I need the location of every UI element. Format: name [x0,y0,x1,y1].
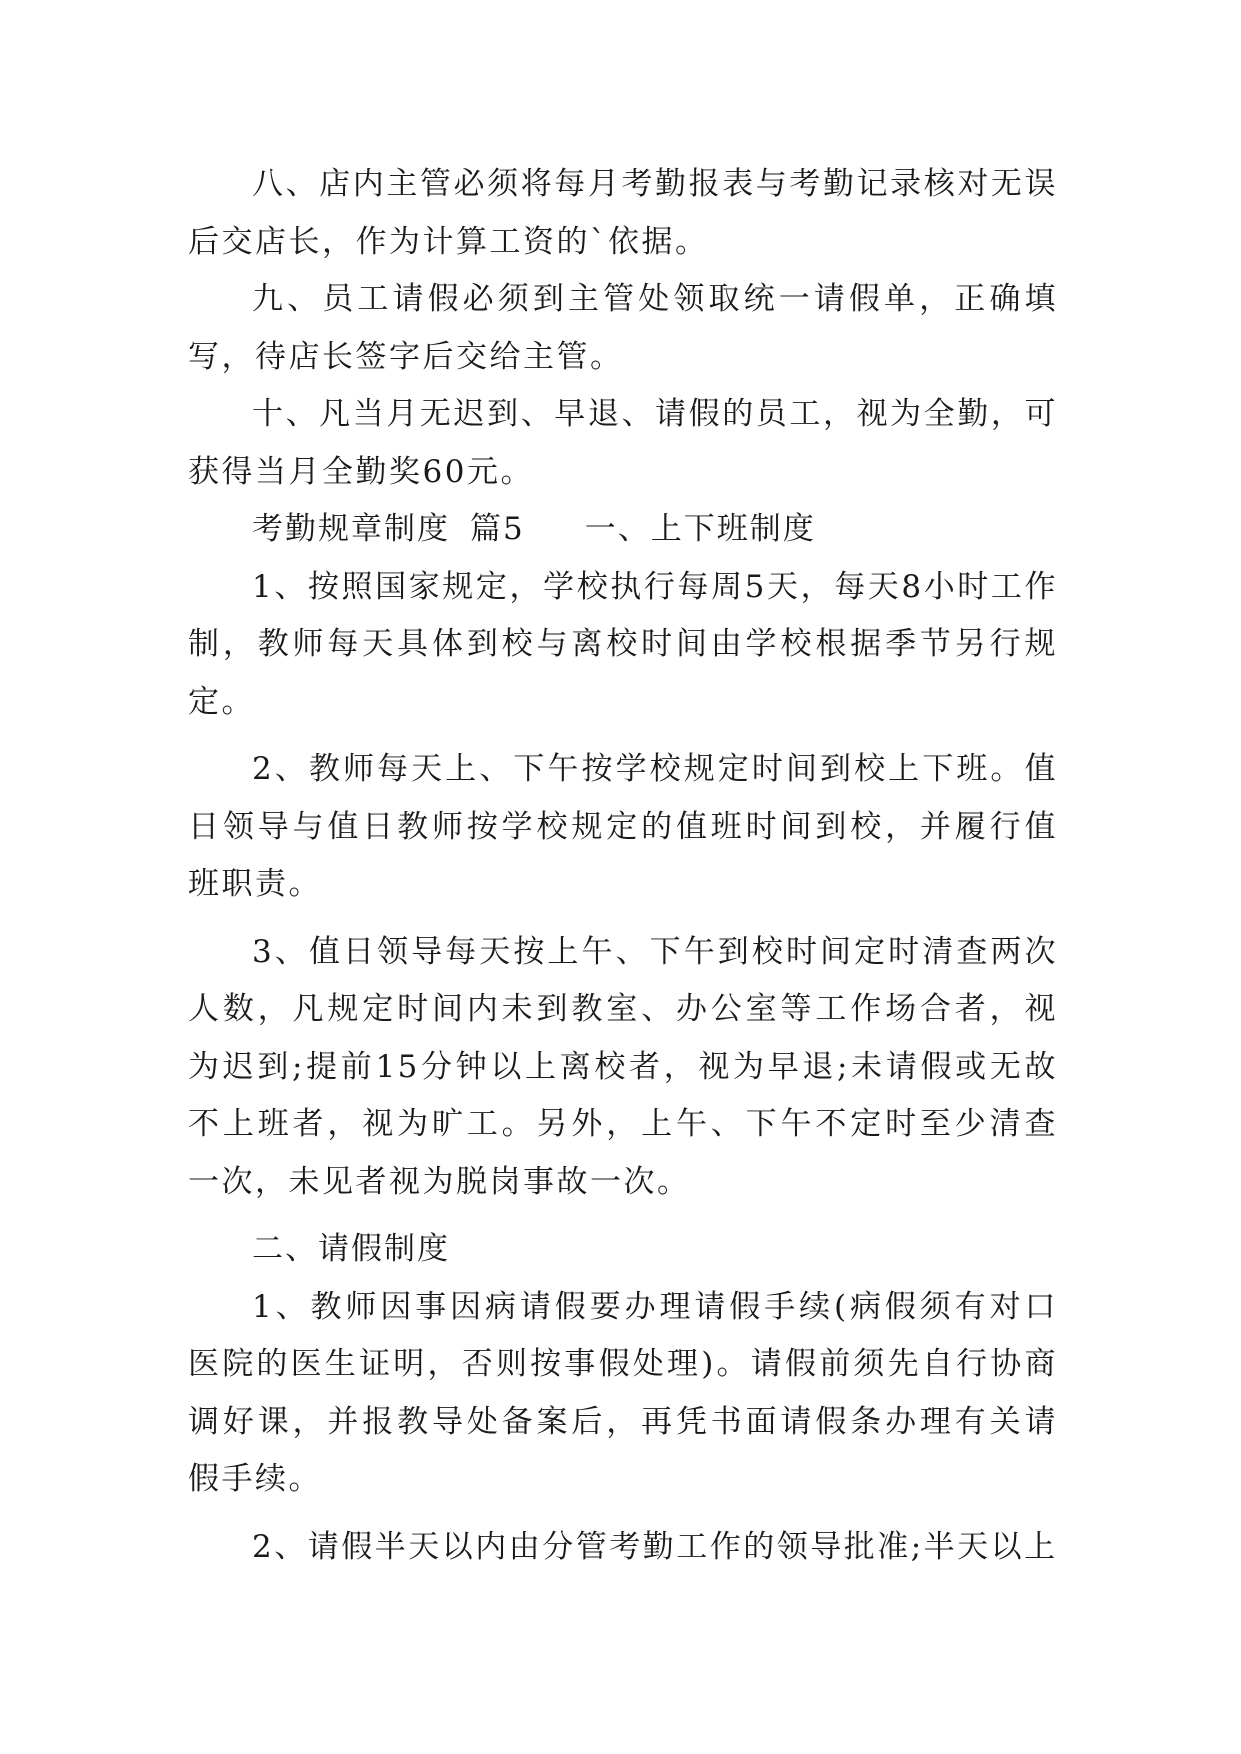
section-heading [188,501,1058,559]
section1-item-2: 2、教师每天上、下午按学校规定时间到校上下班。值日领导与值日教师按学校规定的值班时间到校，并履行值班职责。 [188,751,1058,902]
section-part: 篇5 [470,511,525,547]
paragraph-8: 八、店内主管必须将每月考勤报表与考勤记录核对无误后交店长，作为计算工资的`依据。 [188,166,1058,260]
section-subtitle: 一、上下班制度 [584,511,816,547]
section1-item-1: 1、按照国家规定，学校执行每周5天，每天8小时工作制，教师每天具体到校与离校时间由学校根据季节另行规定。 [188,568,1058,720]
paragraph-9: 九、员工请假必须到主管处领取统一请假单，正确填写，待店长签字后交给主管。 [188,281,1058,375]
paragraph-10: 十、凡当月无迟到、早退、请假的员工，视为全勤，可获得当月全勤奖60元。 [188,396,1058,490]
section2-item-2: 2、请假半天以内由分管考勤工作的领导批准;半天以上 [252,1528,1058,1565]
section-title: 考勤规章制度 [252,511,450,547]
section1-item-3: 3、值日领导每天按上午、下午到校时间定时清查两次人数，凡规定时间内未到教室、办公室等工作场合者，视为迟到;提前15分钟以上离校者，视为早退;未请假或无故不上班者，视为旷工。另外，上午、下午不定时至少清查一次，未见者视为脱岗事故一次。 [188,933,1058,1200]
document-page [188,156,1058,1576]
section2-item-1: 1、教师因事因病请假要办理请假手续(病假须有对口医院的医生证明，否则按事假处理)。请假前须先自行协商调好课，并报教导处备案后，再凭书面请假条办理有关请假手续。 [188,1288,1058,1497]
section2-heading: 二、请假制度 [252,1231,450,1267]
